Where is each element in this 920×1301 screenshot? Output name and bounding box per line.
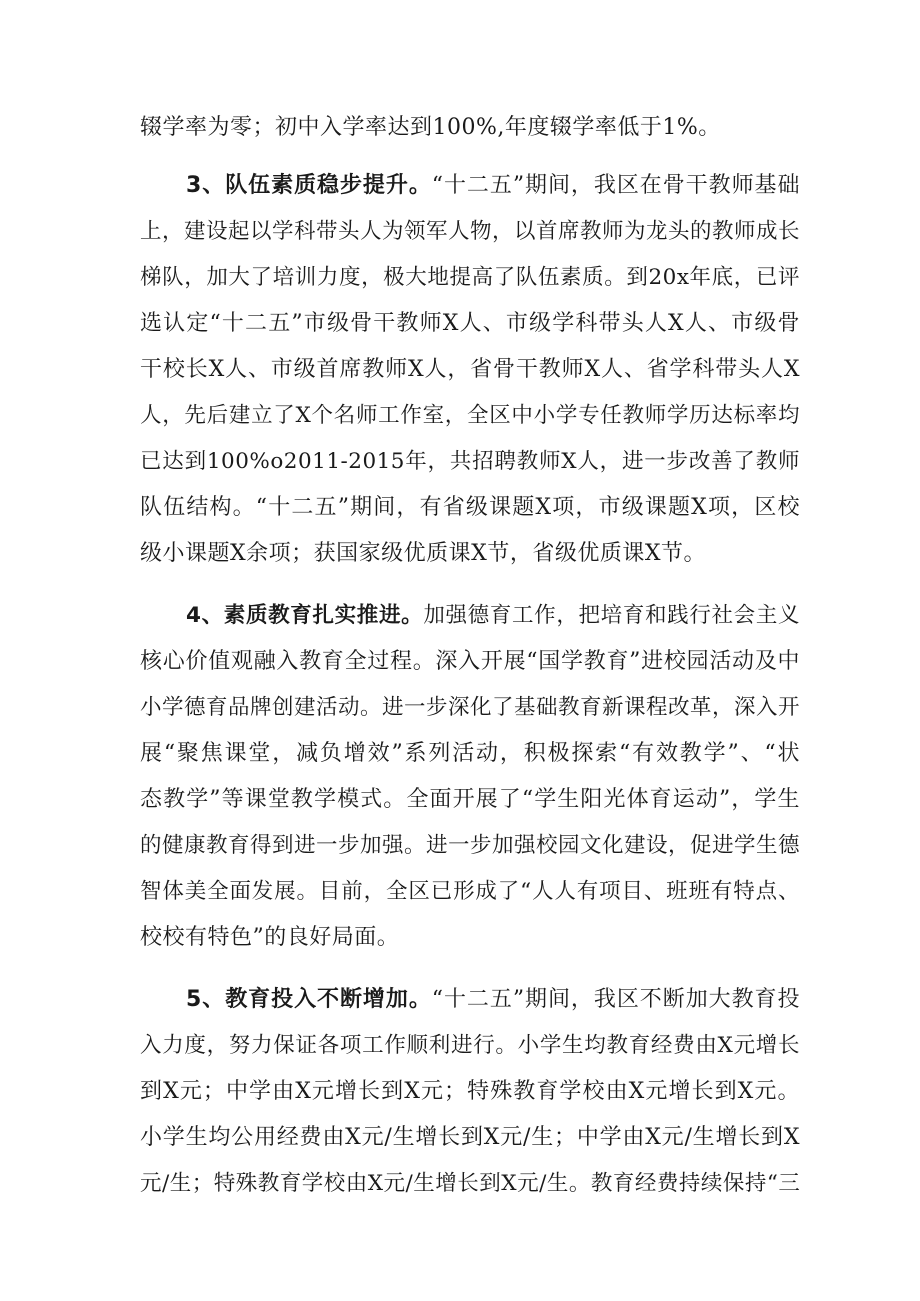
text-line: 元/生；特殊教育学校由X元/生增长到X元/生。教育经费持续保持“三	[140, 1171, 801, 1196]
paragraph-3-heading: 3、队伍素质稳步提升。	[186, 173, 432, 198]
text-line: 选认定“十二五”市级骨干教师X人、市级学科带头人X人、市级骨	[140, 311, 800, 336]
text-line: 上，建设起以学科带头人为领军人物，以首席教师为龙头的教师成长	[140, 219, 801, 244]
text-line: 入力度，努力保证各项工作顺利进行。小学生均教育经费由X元增长	[140, 1033, 800, 1058]
text-line: 已达到100%o2011-2015年，共招聘教师X人，进一步改善了教师	[140, 449, 800, 474]
paragraph-3-first-line	[186, 166, 800, 206]
text-span: “十二五”期间，我区不断加大教育投	[431, 987, 800, 1012]
text-line: 梯队，加大了培训力度，极大地提高了队伍素质。到20x年底，已评	[140, 265, 800, 290]
paragraph-5-heading: 5、教育投入不断增加。	[186, 987, 432, 1012]
paragraph-5-first-line	[186, 980, 800, 1020]
paragraph-4-first-line	[186, 596, 800, 636]
text-line: 核心价值观融入教育全过程。深入开展“国学教育”进校园活动及中	[140, 649, 800, 674]
text-line: 人，先后建立了X个名师工作室，全区中小学专任教师学历达标率均	[140, 403, 800, 428]
text-line: 级小课题X余项；获国家级优质课X节，省级优质课X节。	[140, 541, 706, 566]
text-line: 干校长X人、市级首席教师X人，省骨干教师X人、省学科带头人X	[140, 357, 800, 382]
text-line: 智体美全面发展。目前，全区已形成了“人人有项目、班班有特点、	[140, 879, 800, 904]
paragraph-4-heading: 4、素质教育扎实推进。	[186, 603, 424, 628]
text-span: “十二五”期间，我区在骨干教师基础	[431, 173, 800, 198]
text-line: 的健康教育得到进一步加强。进一步加强校园文化建设，促进学生德	[140, 833, 801, 858]
text-line: 态教学”等课堂教学模式。全面开展了“学生阳光体育运动”，学生	[140, 787, 800, 812]
text-line: 小学生均公用经费由X元/生增长到X元/生；中学由X元/生增长到X	[140, 1125, 800, 1150]
text-line: 队伍结构。“十二五”期间，有省级课题X项，市级课题X项，区校	[140, 495, 800, 520]
text-line: 展“聚焦课堂，减负增效”系列活动，积极探索“有效教学”、“状	[140, 741, 800, 766]
text-line: 到X元；中学由X元增长到X元；特殊教育学校由X元增长到X元。	[140, 1079, 800, 1104]
text-line: 辍学率为零；初中入学率达到100%,年度辍学率低于1%。	[140, 115, 721, 140]
text-span: 加强德育工作，把培育和践行社会主义	[423, 603, 800, 628]
text-line: 校校有特色”的良好局面。	[140, 925, 400, 950]
text-line: 小学德育品牌创建活动。进一步深化了基础教育新课程改革，深入开	[140, 695, 801, 720]
